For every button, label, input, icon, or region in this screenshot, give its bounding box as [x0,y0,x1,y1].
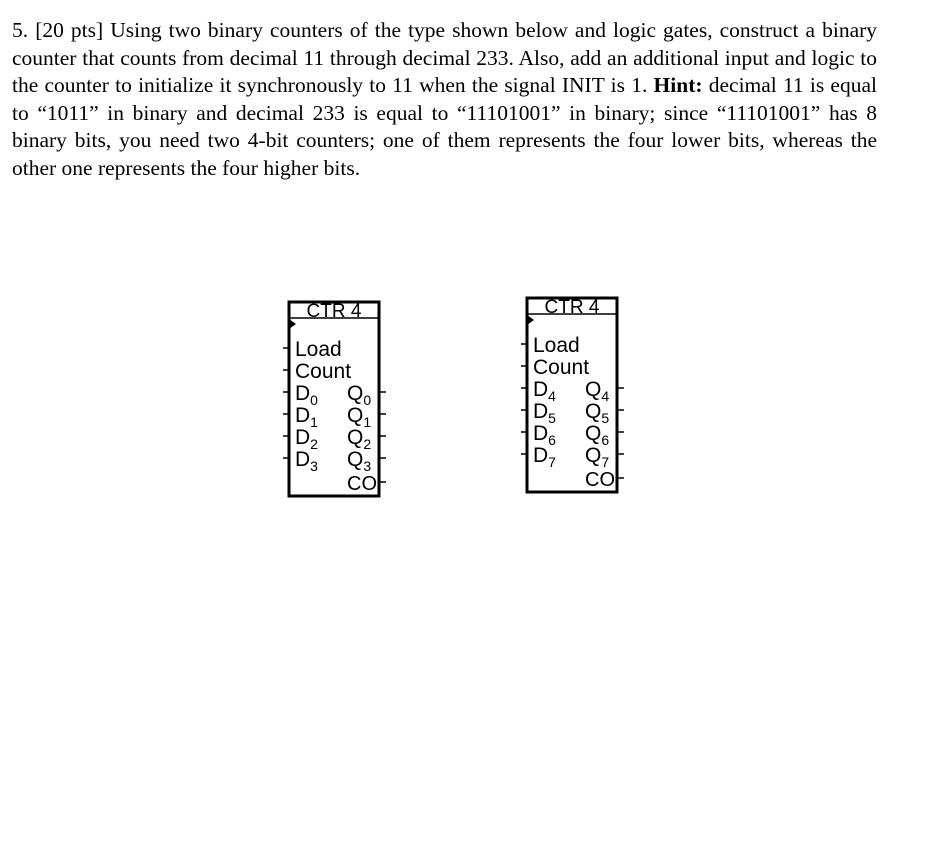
hint-text: decimal 11 is equal to “1011” in binary and decimal 233 is equal to “11101001” in binary; since “11101001” has 8 binary bits, you need two 4-bit counters; one of them represents the four lower bits, whereas the other one represents the four higher bits. [12,73,877,180]
question-points: [20 pts] [35,18,104,42]
count-label: Count [533,356,590,379]
count-label: Count [295,360,352,383]
output-q0: $Q_0$ [347,382,372,408]
counter-title: CTR 4 [544,297,600,318]
output-q6: $Q_6$ [585,422,610,448]
load-label: Load [295,338,342,361]
clock-triangle [289,319,296,329]
input-d0: $D_0$ [295,382,318,408]
input-d3: $D_3$ [295,448,318,474]
output-q2: $Q_2$ [347,426,372,452]
output-q7: $Q_7$ [585,444,610,470]
input-d1: $D_1$ [295,404,318,430]
input-d7: $D_7$ [533,444,556,470]
input-d6: $D_6$ [533,422,556,448]
counter-block-low [280,298,400,508]
clock-triangle [527,315,534,325]
question-body: Using two binary counters of the type shown below and logic gates, construct a binary counter that counts from decimal 11 through decimal 233. Also, add an additional input and logic to the counter to initialize it synchronously to 11 when the signal INIT is 1. [12,18,878,98]
input-d2: $D_2$ [295,426,318,452]
question-number: 5. [12,18,29,42]
carry-out-label: CO [347,473,377,495]
output-q3: $Q_3$ [347,448,372,474]
output-q4: $Q_4$ [585,378,610,404]
output-q1: $Q_1$ [347,404,372,430]
output-q5: $Q_5$ [585,400,610,426]
hint-label: Hint: [653,73,703,98]
counter-block-high [518,294,638,504]
question-text [12,17,877,183]
counter-title: CTR 4 [306,301,362,322]
input-d4: $D_4$ [533,378,556,404]
input-d5: $D_5$ [533,400,556,426]
carry-out-label: CO [585,469,615,491]
load-label: Load [533,334,580,357]
